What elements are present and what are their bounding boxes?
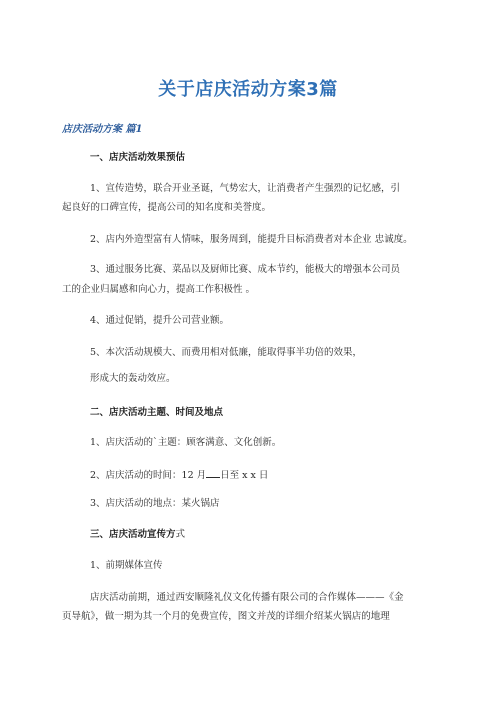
time-line bbox=[90, 467, 268, 483]
subtitle: 店庆活动方案 篇1 bbox=[62, 124, 143, 135]
paragraph-2-line-1: 2、店内外造型富有人情味，服务周到，能提升目标消费者对本企业 忠诚度。 bbox=[90, 234, 413, 245]
paragraph-5-line-2: 形成大的轰动效应。 bbox=[90, 373, 176, 384]
paragraph-3-line-1: 3、通过服务比赛、菜品以及厨师比赛、成本节约，能极大的增强本公司员 bbox=[90, 264, 401, 275]
time-line-prefix: 2、店庆活动的时间：12 月 bbox=[90, 470, 207, 481]
theme-line: 1、店庆活动的`主题：顾客满意、文化创新。 bbox=[90, 437, 282, 448]
heading-effect-estimate: 一、店庆活动效果预估 bbox=[90, 152, 186, 163]
media-paragraph-line-1: 店庆活动前期，通过西安顺隆礼仪文化传播有限公司的合作媒体———《金 bbox=[90, 592, 404, 603]
paragraph-3-line-2: 工的企业归属感和向心力，提高工作积极性 。 bbox=[62, 284, 256, 295]
heading-promotion-tail: 式 bbox=[175, 529, 186, 540]
heading-theme-time-place: 二、店庆活动主题、时间及地点 bbox=[90, 407, 224, 418]
date-blank bbox=[206, 467, 220, 478]
heading-promotion-method bbox=[90, 528, 185, 542]
document-title: 关于店庆活动方案3篇 bbox=[158, 79, 338, 100]
paragraph-4-line-1: 4、通过促销，提升公司营业额。 bbox=[90, 315, 230, 326]
paragraph-1-line-2: 起良好的口碑宣传，提高公司的知名度和美誉度。 bbox=[62, 202, 272, 213]
paragraph-1-line-1: 1、宣传造势，联合开业圣诞，气势宏大，让消费者产生强烈的记忆感，引 bbox=[90, 183, 401, 194]
media-heading: 1、前期媒体宣传 bbox=[90, 560, 163, 571]
time-line-suffix: 日至 x x 日 bbox=[220, 470, 269, 481]
paragraph-5-line-1: 5、本次活动规模大、而费用相对低廉，能取得事半功倍的效果， bbox=[90, 347, 363, 358]
place-line: 3、店庆活动的地点：某火锅店 bbox=[90, 498, 220, 509]
heading-promotion-main: 三、店庆活动宣传方 bbox=[90, 529, 176, 540]
media-paragraph-line-2: 页导航》，做一期为其一个月的免费宣传，图文并茂的详细介绍某火锅店的地理 bbox=[62, 611, 390, 622]
